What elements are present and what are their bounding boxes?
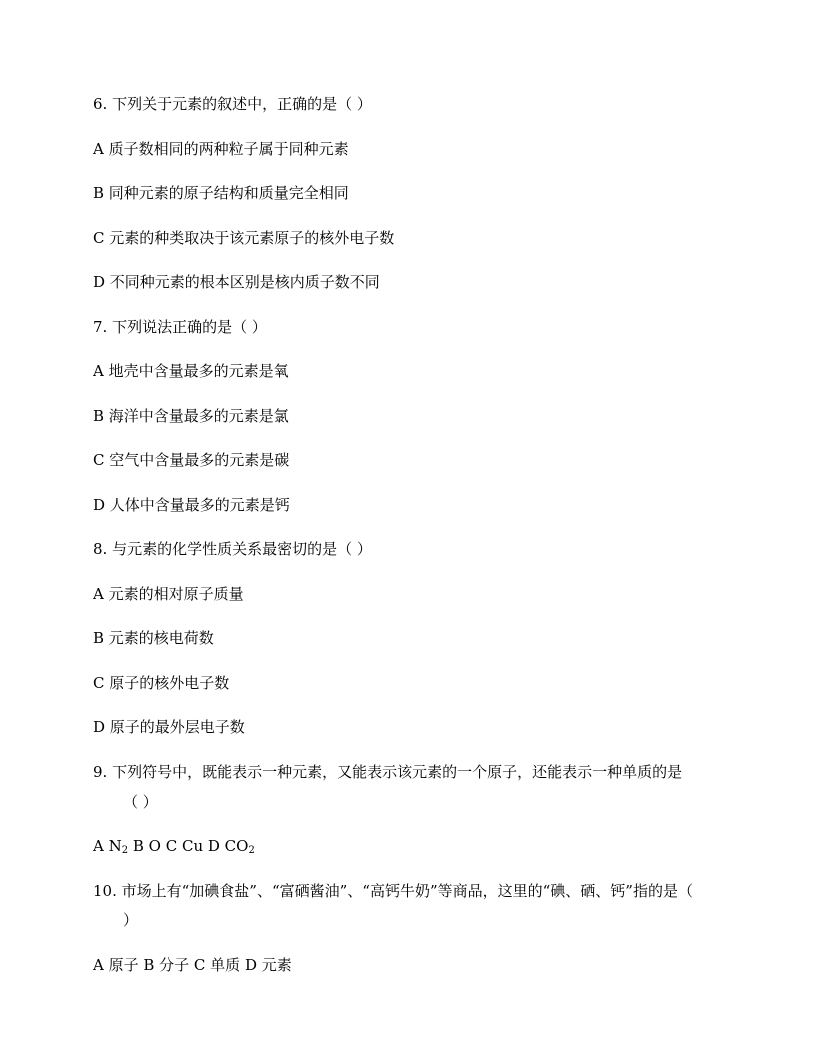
question-10-stem: 10. 市场上有“加碘食盐”、“富硒酱油”、“高钙牛奶”等商品，这里的“碘、硒、钙”指的是（: [93, 882, 693, 900]
question-8-option-d: D 原子的最外层电子数: [93, 718, 245, 736]
question-7-option-c: C 空气中含量最多的元素是碳: [93, 451, 290, 469]
question-8-option-a: A 元素的相对原子质量: [93, 585, 244, 603]
question-10-stem-continuation: ）: [123, 911, 139, 929]
question-6-option-c: C 元素的种类取决于该元素原子的核外电子数: [93, 229, 395, 247]
question-7-option-a: A 地壳中含量最多的元素是氧: [93, 362, 289, 380]
question-7-stem: 7. 下列说法正确的是（ ）: [93, 318, 267, 336]
question-8-stem: 8. 与元素的化学性质关系最密切的是（ ）: [93, 540, 372, 558]
subscript: 2: [248, 845, 255, 856]
question-6-stem: 6. 下列关于元素的叙述中，正确的是（ ）: [93, 95, 372, 113]
question-9-stem: 9. 下列符号中，既能表示一种元素，又能表示该元素的一个原子，还能表示一种单质的是: [93, 763, 683, 781]
question-9-options: [93, 836, 255, 856]
question-9-stem-continuation: （ ）: [123, 793, 158, 811]
option-a-formula: A N: [93, 837, 122, 855]
question-8-option-c: C 原子的核外电子数: [93, 674, 230, 692]
question-6-option-a: A 质子数相同的两种粒子属于同种元素: [93, 140, 349, 158]
question-10-options: A 原子 B 分子 C 单质 D 元素: [93, 956, 292, 974]
options-rest: B O C Cu D CO: [128, 837, 249, 855]
subscript: 2: [121, 845, 129, 856]
question-8-option-b: B 元素的核电荷数: [93, 629, 214, 647]
question-6-option-d: D 不同种元素的根本区别是核内质子数不同: [93, 273, 380, 291]
question-6-option-b: B 同种元素的原子结构和质量完全相同: [93, 184, 349, 202]
question-7-option-b: B 海洋中含量最多的元素是氯: [93, 407, 289, 425]
question-7-option-d: D 人体中含量最多的元素是钙: [93, 496, 290, 514]
